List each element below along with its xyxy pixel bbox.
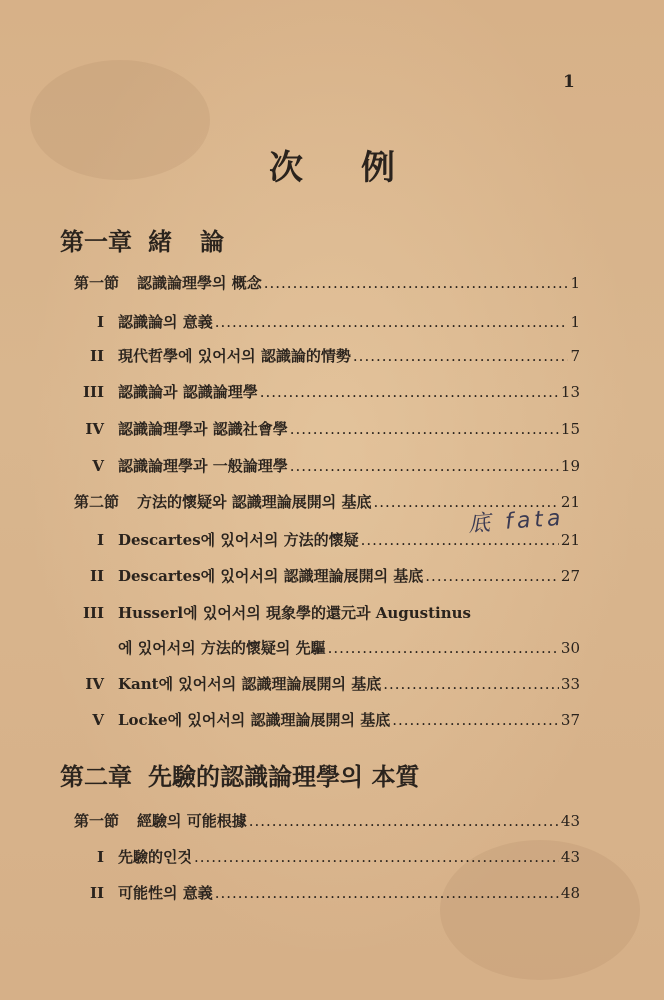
entry-title: 現代哲學에 있어서의 認識論的情勢 bbox=[118, 347, 351, 365]
item-numeral: I bbox=[96, 313, 104, 331]
page-ref: 43 bbox=[560, 848, 580, 866]
item-numeral: I bbox=[96, 848, 104, 866]
toc-entry bbox=[44, 709, 580, 735]
toc-entry bbox=[44, 673, 580, 699]
item-numeral: II bbox=[89, 347, 104, 365]
page-ref: 48 bbox=[560, 884, 580, 902]
dot-leader bbox=[353, 347, 569, 365]
dot-leader bbox=[215, 313, 569, 331]
entry-title: 認識論과 認識論理學 bbox=[118, 383, 258, 401]
item-numeral: III bbox=[82, 383, 104, 401]
page-ref: 19 bbox=[560, 457, 580, 475]
toc-section-entry bbox=[74, 272, 580, 298]
dot-leader bbox=[249, 812, 559, 830]
section-number: 第一節 bbox=[74, 274, 120, 292]
toc-entry bbox=[44, 418, 580, 444]
entry-title: Descartes에 있어서의 方法的懷疑 bbox=[118, 531, 359, 549]
entry-title: 認識論理學의 概念 bbox=[137, 274, 262, 292]
toc-entry bbox=[44, 846, 580, 872]
chapter-title: 先驗的認識論理學의 本質 bbox=[148, 762, 420, 791]
chapter-number: 第一章 bbox=[60, 227, 132, 256]
chapter-number: 第二章 bbox=[60, 762, 132, 791]
entry-title: Descartes에 있어서의 認識理論展開의 基底 bbox=[118, 567, 424, 585]
page-ref: 33 bbox=[560, 675, 580, 693]
dot-leader bbox=[194, 848, 559, 866]
toc-entry bbox=[44, 455, 580, 481]
toc-entry bbox=[44, 311, 580, 337]
item-numeral: IV bbox=[85, 420, 104, 438]
entry-title: 經驗의 可能根據 bbox=[137, 812, 247, 830]
item-numeral: III bbox=[82, 604, 104, 622]
dot-leader bbox=[215, 884, 559, 902]
chapter-title: 緒論 bbox=[148, 227, 252, 256]
page-ref: 21 bbox=[560, 493, 580, 511]
section-number: 第一節 bbox=[74, 812, 120, 830]
dot-leader bbox=[260, 383, 559, 401]
entry-title: 認識論의 意義 bbox=[118, 313, 213, 331]
toc-entry bbox=[44, 345, 580, 371]
page-number: 1 bbox=[563, 72, 575, 92]
page-ref: 30 bbox=[560, 639, 580, 657]
item-numeral: II bbox=[89, 567, 104, 585]
entry-title: 先驗的인것 bbox=[118, 848, 192, 866]
page-ref: 1 bbox=[570, 313, 580, 331]
page-ref: 7 bbox=[570, 347, 580, 365]
dot-leader bbox=[383, 675, 559, 693]
dot-leader bbox=[425, 567, 559, 585]
entry-title: 에 있어서의 方法的懷疑의 先驅 bbox=[118, 639, 326, 657]
entry-title: Kant에 있어서의 認識理論展開의 基底 bbox=[118, 675, 382, 693]
entry-title: Locke에 있어서의 認識理論展開의 基底 bbox=[118, 711, 391, 729]
page-ref: 1 bbox=[570, 274, 580, 292]
page-ref: 27 bbox=[560, 567, 580, 585]
dot-leader bbox=[290, 420, 559, 438]
item-numeral: V bbox=[92, 711, 104, 729]
entry-title: Husserl에 있어서의 現象學的還元과 Augustinus bbox=[118, 604, 471, 622]
chapter-1-heading bbox=[60, 222, 252, 257]
entry-title: 認識論理學과 認識社會學 bbox=[118, 420, 288, 438]
toc-entry bbox=[44, 381, 580, 407]
item-numeral: IV bbox=[85, 675, 104, 693]
entry-title: 方法的懷疑와 認識理論展開의 基底 bbox=[137, 493, 372, 511]
section-number: 第二節 bbox=[74, 493, 120, 511]
item-numeral: II bbox=[89, 884, 104, 902]
item-numeral: V bbox=[92, 457, 104, 475]
toc-entry bbox=[44, 565, 580, 591]
page-title: 次例 bbox=[269, 148, 453, 188]
page-ref: 13 bbox=[560, 383, 580, 401]
dot-leader bbox=[392, 711, 559, 729]
page-ref: 21 bbox=[560, 531, 580, 549]
dot-leader bbox=[264, 274, 569, 292]
dot-leader bbox=[290, 457, 559, 475]
page-ref: 37 bbox=[560, 711, 580, 729]
toc-entry bbox=[44, 882, 580, 908]
entry-title: 認識論理學과 一般論理學 bbox=[118, 457, 288, 475]
page-ref: 15 bbox=[560, 420, 580, 438]
page-ref: 43 bbox=[560, 812, 580, 830]
toc-entry-continuation bbox=[118, 637, 580, 663]
item-numeral: I bbox=[96, 531, 104, 549]
handwritten-annotation: 底 fata bbox=[467, 505, 566, 538]
dot-leader bbox=[328, 639, 559, 657]
chapter-2-heading bbox=[60, 757, 420, 792]
entry-title: 可能性의 意義 bbox=[118, 884, 213, 902]
toc-section-entry bbox=[74, 810, 580, 836]
toc-entry bbox=[44, 602, 580, 628]
